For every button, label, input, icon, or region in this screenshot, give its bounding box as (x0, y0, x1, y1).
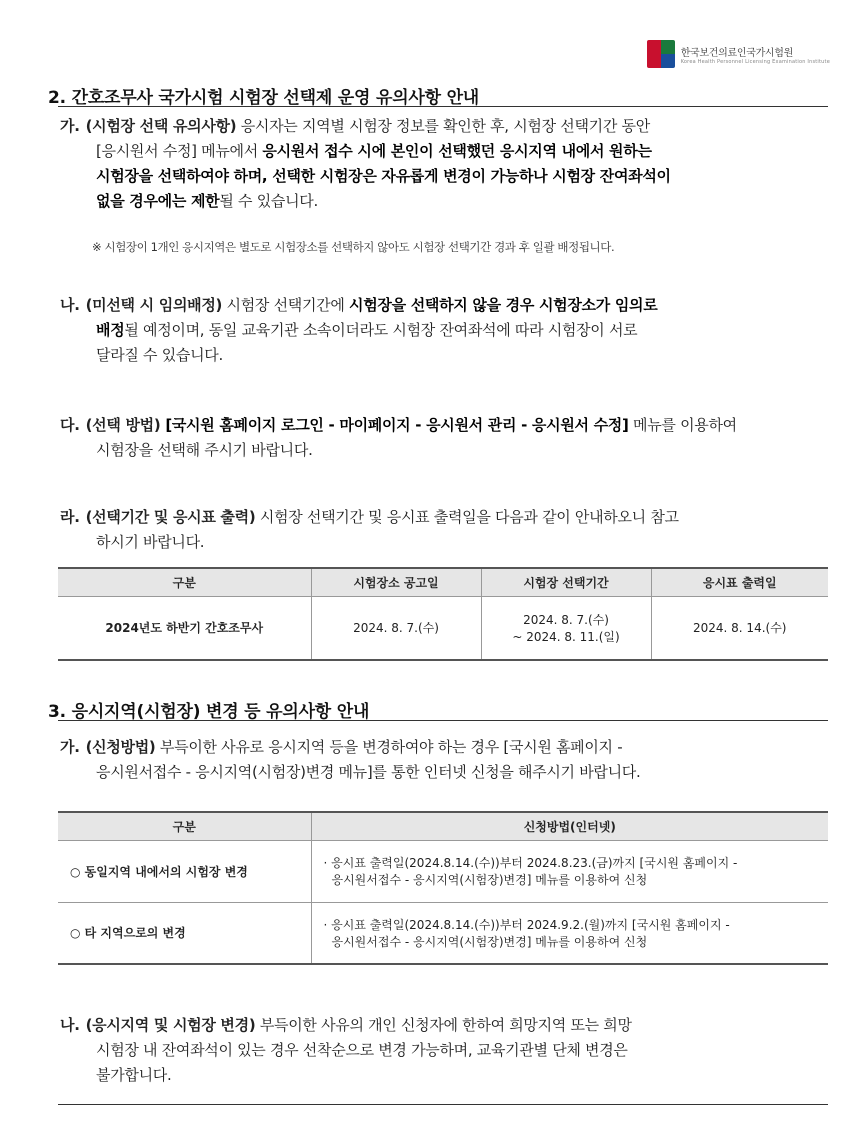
table-row: ○ 동일지역 내에서의 시험장 변경 · 응시표 출력일(2024.8.14.(수))부터 2024.8.23.(금)까지 [국시원 홈페이지 - 응시원서접수 - 응시지역(시험장)변경] 메뉴를 이용하여 신청 (58, 840, 828, 902)
section-2-item-da: 다. (선택 방법) [국시원 홈페이지 로그인 - 마이페이지 - 응시원서 관리 - 응시원서 수정] 메뉴를 이용하여 시험장을 선택해 주시기 바랍니다. (60, 416, 737, 459)
section-3-divider (58, 720, 828, 721)
institute-logo (647, 40, 830, 68)
schedule-table (58, 567, 828, 661)
item-lead: (시험장 선택 유의사항) (85, 117, 237, 135)
table-row: ○ 타 지역으로의 변경 · 응시표 출력일(2024.8.14.(수))부터 2024.9.2.(월)까지 [국시원 홈페이지 - 응시원서접수 - 응시지역(시험장)변경] 메뉴를 이용하여 신청 (58, 902, 828, 964)
section-2-item-na: 나. (미선택 시 임의배정) 시험장 선택기간에 시험장을 선택하지 않을 경우 시험장소가 임의로 배정될 예정이며, 동일 교육기관 소속이더라도 시험장 잔여좌석에 따라 시험장이 서로 달라질 수 있습니다. (60, 296, 658, 364)
table-row: 2024년도 하반기 간호조무사 2024. 8. 7.(수) 2024. 8. 7.(수) ~ 2024. 8. 11.(일) 2024. 8. 14.(수) (58, 596, 828, 660)
section-2-item-ga: 가. (시험장 선택 유의사항) 응시자는 지역별 시험장 정보를 확인한 후, 시험장 선택기간 동안 [응시원서 수정] 메뉴에서 응시원서 접수 시에 본인이 선택했던 응시지역 내에서 원하는 시험장을 선택하여야 하며, 선택한 시험장은 자유롭게 변경이 가능하나 시험장 잔여좌석이 없을 경우에는 제한될 수 있습니다. (60, 117, 671, 210)
table-header-row: 구분 시험장소 공고일 시험장 선택기간 응시표 출력일 (58, 568, 828, 596)
section-3-title: 3. 응시지역(시험장) 변경 등 유의사항 안내 (48, 702, 370, 722)
section-3-item-ga: 가. (신청방법) 부득이한 사유로 응시지역 등을 변경하여야 하는 경우 [국시원 홈페이지 - 응시원서접수 - 응시지역(시험장)변경 메뉴]를 통한 인터넷 신청을 해주시기 바랍니다. (60, 738, 641, 781)
logo-mark-icon (647, 40, 675, 68)
bottom-divider (58, 1104, 828, 1105)
table-header-row: 구분 신청방법(인터넷) (58, 812, 828, 840)
section-2-note: ※ 시험장이 1개인 응시지역은 별도로 시험장소를 선택하지 않아도 시험장 선택기간 경과 후 일괄 배정됩니다. (92, 240, 615, 254)
logo-name-kr: 한국보건의료인국가시험원 (680, 47, 794, 59)
item-label: 가. (60, 117, 80, 135)
section-2-divider (58, 106, 828, 107)
change-method-table (58, 811, 828, 965)
section-2-item-ra: 라. (선택기간 및 응시표 출력) 시험장 선택기간 및 응시표 출력일을 다음과 같이 안내하오니 참고 하시기 바랍니다. (60, 508, 679, 551)
logo-name-en: Korea Health Personnel Licensing Examination Institute (680, 58, 830, 65)
section-2-title: 2. 간호조무사 국가시험 시험장 선택제 운영 유의사항 안내 (48, 88, 480, 108)
section-3-item-na: 나. (응시지역 및 시험장 변경) 부득이한 사유의 개인 신청자에 한하여 희망지역 또는 희망 시험장 내 잔여좌석이 있는 경우 선착순으로 변경 가능하며, 교육기관별 단체 변경은 불가합니다. (60, 1016, 632, 1084)
